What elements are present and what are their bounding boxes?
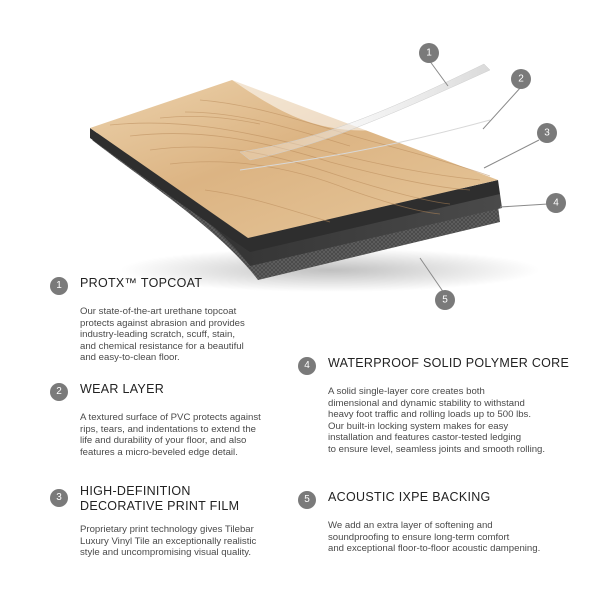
feature-description: A textured surface of PVC protects against rips, tears, and indentations to extend the life and durability of your floor, and also features a micro-beveled edge detail. (80, 412, 261, 458)
svg-text:3: 3 (544, 127, 550, 139)
svg-text:5: 5 (442, 294, 448, 306)
feature-polymer-core (298, 356, 588, 456)
feature-number-badge: 5 (298, 491, 316, 509)
callout-badge-1 (419, 43, 439, 63)
feature-title: WATERPROOF SOLID POLYMER CORE (328, 356, 570, 370)
feature-number-badge: 1 (50, 277, 68, 295)
callout-badge-4 (546, 193, 566, 213)
callout-badge-3 (537, 123, 557, 143)
feature-print-film (50, 484, 290, 559)
feature-number-badge: 3 (50, 489, 68, 507)
svg-text:2: 2 (518, 73, 524, 85)
feature-description: A solid single-layer core creates both dimensional and dynamic stability to withstand heavy foot traffic and rolling loads up to 500 lbs. Our built-in locking system makes for easy installation and features castor-tested ledging to ensure level, seamless joints and smooth rolling. (328, 386, 546, 455)
svg-text:4: 4 (553, 197, 559, 209)
callout-badge-5 (435, 290, 455, 310)
feature-number-badge: 4 (298, 357, 316, 375)
feature-description: We add an extra layer of softening and soundproofing to ensure long-term comfort and exceptional floor-to-floor acoustic dampening. (328, 520, 541, 555)
svg-text:1: 1 (426, 47, 432, 59)
feature-number-badge: 2 (50, 383, 68, 401)
feature-title: ACOUSTIC IXPE BACKING (328, 490, 491, 504)
feature-description: Our state-of-the-art urethane topcoat protects against abrasion and provides industry-leading scratch, scuff, stain, and chemical resistance for a beautiful and easy-to-clean floor. (80, 306, 245, 364)
feature-title: PROTX™ TOPCOAT (80, 276, 203, 290)
feature-description: Proprietary print technology gives Tilebar Luxury Vinyl Tile an exceptionally realistic style and uncompromising visual quality. (80, 524, 257, 559)
feature-wear-layer (50, 382, 290, 458)
feature-title: HIGH-DEFINITION DECORATIVE PRINT FILM (80, 484, 240, 513)
feature-ixpe-backing (298, 490, 588, 555)
feature-protx-topcoat (50, 276, 290, 364)
feature-title: WEAR LAYER (80, 382, 165, 396)
callout-badge-2 (511, 69, 531, 89)
